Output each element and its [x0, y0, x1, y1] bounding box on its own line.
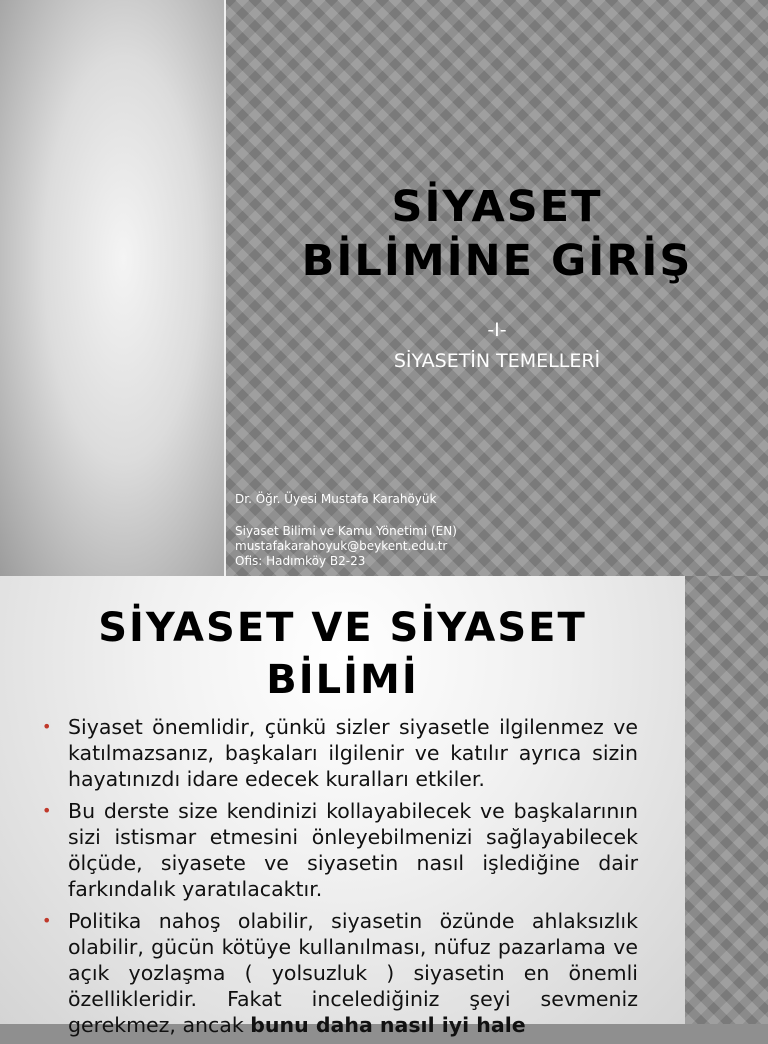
author-email: mustafakarahoyuk@beykent.edu.tr — [235, 539, 448, 553]
bullet-icon: • — [42, 717, 52, 736]
slide1-title — [226, 180, 768, 288]
bullet-list — [42, 714, 638, 1044]
author-department: Siyaset Bilimi ve Kamu Yönetimi (EN) — [235, 524, 457, 538]
slide1-title-line1: SİYASET — [391, 182, 603, 232]
bullet-text: Bu derste size kendinizi kollayabilecek ve başkalarının sizi istismar etmesini önleyebilmenizi sağlayabilecek ölçüde, siyasete ve siyasetin nasıl işlediğine dair farkındalık yaratılacaktır. — [68, 799, 638, 901]
list-item — [42, 798, 638, 902]
bullet-icon: • — [42, 801, 52, 820]
title-slide-pattern-panel — [226, 0, 768, 576]
slide2-title — [20, 602, 665, 706]
author-office: Ofis: Hadımköy B2-23 — [235, 554, 366, 568]
bullet-text-plain: Politika nahoş olabilir, siyasetin özünde ahlaksızlık olabilir, gücün kötüye kullanılması, nüfuz pazarlama ve açık yozlaşma ( yolsuzluk ) siyasetin en önemli özellikleridir. Fakat incelediğiniz şeyi sevmeniz gerekmez, ancak — [68, 909, 638, 1037]
list-item — [42, 908, 638, 1038]
bullet-icon: • — [42, 911, 52, 930]
content-slide — [0, 576, 685, 1037]
slide1-title-line2: BİLİMİNE GİRİŞ — [301, 236, 693, 286]
author-info-spacer — [235, 507, 635, 524]
slide1-subtitle-line2: SİYASETİN TEMELLERİ — [393, 350, 601, 372]
author-name: Dr. Öğr. Üyesi Mustafa Karahöyük — [235, 492, 437, 506]
title-slide-left-panel — [0, 0, 224, 576]
bullet-text: Siyaset önemlidir, çünkü sizler siyasetle ilgilenmez ve katılmazsanız, başkaları ilgilenir ve katılır ayrıca sizin hayatınızdı idare edecek kuralları etkiler. — [68, 715, 638, 791]
slide2-title-line1: SİYASET VE SİYASET — [98, 605, 587, 651]
bullet-text — [68, 909, 638, 1037]
list-item — [42, 714, 638, 792]
author-info — [235, 492, 635, 569]
slide1-subtitle — [226, 315, 768, 377]
slide2-title-line2: BİLİMİ — [266, 657, 419, 703]
slide1-subtitle-line1: -I- — [487, 319, 507, 341]
content-slide-pattern-edge — [685, 576, 768, 1024]
bullet-text-bold: bunu daha nasıl iyi hale — [250, 1013, 526, 1037]
